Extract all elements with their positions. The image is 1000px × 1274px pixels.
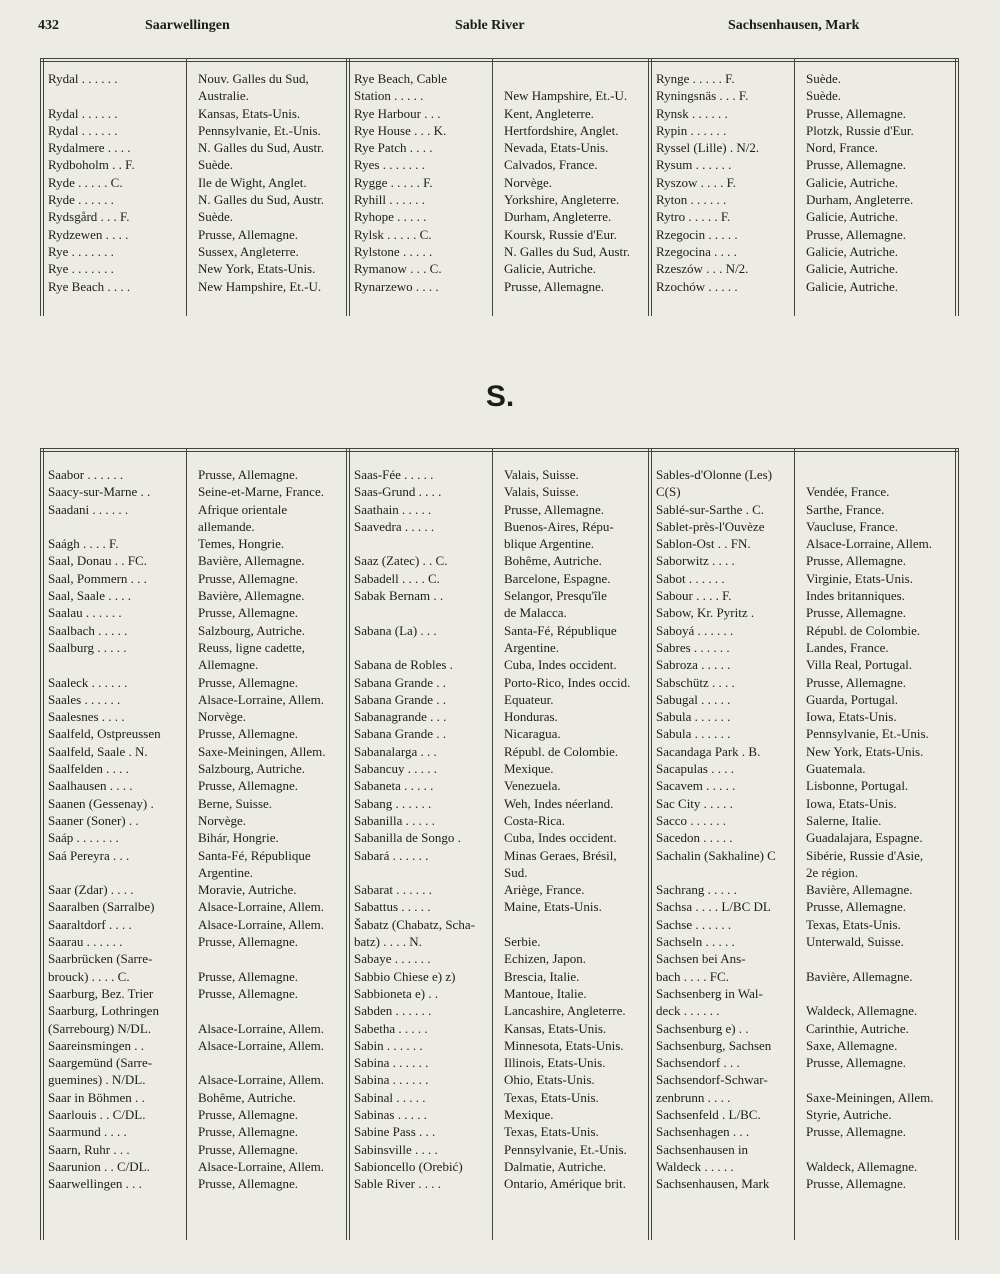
place-name: Sachsendorf . . . (656, 1055, 740, 1071)
place-location: Républ. de Colombie. (806, 622, 921, 638)
place-name: Sabattus . . . . . (354, 899, 431, 915)
place-name: Saas-Fée . . . . . (354, 467, 434, 482)
place-location: Mantoue, Italie. (504, 985, 587, 1001)
place-name: Rygge . . . . . F. (354, 174, 433, 190)
place-location: Virginie, Etats-Unis. (806, 570, 913, 586)
place-location: Salzbourg, Autriche. (198, 761, 305, 777)
place-location: Alsace-Lorraine, Allem. (198, 1020, 324, 1036)
place-location: Prusse, Allemagne. (198, 674, 299, 690)
place-location: Galicie, Autriche. (806, 261, 899, 277)
place-name: Sabow, Kr. Pyritz . (656, 605, 755, 621)
place-name: Saacy-sur-Marne . . (48, 484, 151, 500)
place-name: Saarburg, Bez. Trier (48, 985, 154, 1001)
place-name: Saaz (Zatec) . . C. (354, 553, 448, 569)
place-location: Plotzk, Russie d'Eur. (806, 122, 914, 138)
place-location: Guadalajara, Espagne. (806, 830, 923, 846)
place-location: Suède. (198, 157, 234, 173)
place-name: Sables-d'Olonne (Les) C(S) (656, 467, 773, 500)
place-location: Mexique. (504, 761, 554, 777)
place-location: Prusse, Allemagne. (198, 778, 299, 794)
place-location: Bihár, Hongrie. (198, 830, 279, 846)
place-name: Sabula . . . . . . (656, 726, 731, 742)
place-name: Rye . . . . . . . (48, 243, 114, 259)
main-entries-block (40, 448, 958, 1240)
place-name: Saalbach . . . . . (48, 622, 128, 638)
place-location: Kansas, Etats-Unis. (198, 105, 301, 121)
place-name: Saavedra . . . . . (354, 518, 435, 534)
place-location: Salerne, Italie. (806, 812, 882, 828)
place-location: Temes, Hongrie. (198, 536, 285, 552)
left-guide-word: Saarwellingen (145, 18, 230, 33)
place-name: Sabschütz . . . . (656, 674, 735, 690)
place-name: Ryes . . . . . . . (354, 157, 425, 173)
place-location: Mexique. (504, 1106, 554, 1122)
place-name: Sable River . . . . (354, 1176, 442, 1192)
place-location: Norvège. (198, 709, 247, 725)
place-name: Sabanalarga . . . (354, 743, 437, 759)
place-name: Sabula . . . . . . (656, 709, 731, 725)
place-name: Sacedon . . . . . (656, 830, 733, 846)
place-name: Saar in Böhmen . . (48, 1089, 145, 1105)
place-location: Prusse, Allemagne. (198, 605, 299, 621)
place-location: Prusse, Allemagne. (504, 501, 605, 517)
place-name: Saanen (Gessenay) . (48, 795, 154, 811)
place-location: Villa Real, Portugal. (806, 657, 913, 673)
place-location: Guarda, Portugal. (806, 691, 899, 707)
place-name: Rye Beach, Cable Station . . . . . (354, 71, 447, 104)
place-location: Alsace-Lorraine, Allem. (198, 1037, 324, 1053)
place-location: New Hampshire, Et.-U. (198, 278, 322, 294)
place-name: Saathain . . . . . (354, 501, 432, 517)
place-name: Sabine Pass . . . (354, 1124, 436, 1140)
place-location: Venezuela. (504, 778, 561, 794)
place-location: Prusse, Allemagne. (806, 226, 907, 242)
place-name: Sachrang . . . . . (656, 882, 737, 898)
place-name: Ryningsnäs . . . F. (656, 88, 749, 104)
place-location: N. Galles du Sud, Austr. (198, 140, 325, 156)
place-name: Saá Pereyra . . . (48, 847, 130, 863)
place-location: Galicie, Autriche. (806, 243, 899, 259)
place-name: Rynge . . . . . F. (656, 71, 735, 86)
place-name: Rzegocin . . . . . (656, 226, 738, 242)
place-location: Prusse, Allemagne. (198, 968, 299, 984)
place-name: Ryde . . . . . C. (48, 174, 123, 190)
place-name: Ryde . . . . . . (48, 192, 114, 208)
place-location: Pennsylvanie, Et.-Unis. (806, 726, 929, 742)
place-location: Prusse, Allemagne. (198, 1106, 299, 1122)
place-location: Républ. de Colombie. (504, 743, 619, 759)
place-name: Saaleck . . . . . . (48, 674, 128, 690)
place-name: Saarau . . . . . . (48, 934, 123, 950)
place-location: Dalmatie, Autriche. (504, 1158, 607, 1174)
place-name: Saáp . . . . . . . (48, 830, 119, 846)
place-name: Sachsenberg in Wal- deck . . . . . . (656, 985, 763, 1019)
place-name: Rye Patch . . . . (354, 140, 433, 156)
place-name: Rzochów . . . . . (656, 278, 738, 294)
place-name: Sachsenhagen . . . (656, 1124, 750, 1140)
place-location: Alsace-Lorraine, Allem. (198, 1158, 324, 1174)
place-location: Selangor, Presqu'île de Malacca. (504, 588, 607, 621)
place-location: Prusse, Allemagne. (806, 105, 907, 121)
place-location: Suède. (198, 209, 234, 225)
place-name: Saal, Saale . . . . (48, 588, 132, 604)
place-location: Nord, France. (806, 140, 878, 156)
place-name: Sabinsville . . . . (354, 1141, 438, 1157)
place-location: Prusse, Allemagne. (806, 1124, 907, 1140)
place-name: Rylsk . . . . . C. (354, 226, 432, 242)
place-location: Texas, Etats-Unis. (806, 916, 901, 932)
place-name: Sabana (La) . . . (354, 622, 437, 638)
place-name: Saarburg, Lothringen (Sarrebourg) N/DL. (48, 1003, 159, 1036)
place-location: Afrique orientale allemande. (198, 501, 288, 534)
place-name: Sac City . . . . . (656, 795, 733, 811)
place-location: Koursk, Russie d'Eur. (504, 226, 617, 242)
place-name: Sachsenburg e) . . (656, 1020, 749, 1036)
place-location: Bavière, Allemagne. (806, 968, 913, 984)
place-name: Sabbioneta e) . . (354, 985, 439, 1001)
place-location: Bohême, Autriche. (504, 553, 602, 569)
place-name: Rydal . . . . . . (48, 71, 118, 86)
place-name: Saboyá . . . . . . (656, 622, 734, 638)
place-location: Sarthe, France. (806, 501, 885, 517)
place-name: Sabana Grande . . (354, 691, 447, 707)
place-name: Saarwellingen . . . (48, 1176, 142, 1192)
place-location: Prusse, Allemagne. (504, 278, 605, 294)
place-name: Saalesnes . . . . (48, 709, 125, 725)
place-location: Texas, Etats-Unis. (504, 1089, 599, 1105)
place-name: Sachsenburg, Sachsen (656, 1037, 772, 1053)
place-location: Alsace-Lorraine, Allem. (198, 916, 324, 932)
place-name: Sachsa . . . . L/BC DL (656, 899, 771, 915)
place-name: Sabot . . . . . . (656, 570, 725, 586)
place-location: Kent, Angleterre. (504, 105, 594, 121)
place-location: Valais, Suisse. (504, 467, 579, 482)
place-location: Prusse, Allemagne. (198, 1124, 299, 1140)
place-name: Sabanagrande . . . (354, 709, 447, 725)
place-location: Saxe-Meiningen, Allem. (198, 743, 326, 759)
place-location: Alsace-Lorraine, Allem. (198, 691, 324, 707)
place-location: Cuba, Indes occident. (504, 830, 617, 846)
place-name: Sabetha . . . . . (354, 1020, 428, 1036)
place-location: Hertfordshire, Anglet. (504, 122, 619, 138)
place-location: Nevada, Etats-Unis. (504, 140, 609, 156)
place-location: Prusse, Allemagne. (198, 570, 299, 586)
place-location: Prusse, Allemagne. (198, 467, 299, 482)
place-name: Saágh . . . . F. (48, 536, 119, 552)
place-name: Sabarat . . . . . . (354, 882, 432, 898)
place-location: Prusse, Allemagne. (806, 674, 907, 690)
place-location: Saxe-Meiningen, Allem. (806, 1089, 934, 1105)
place-name: Ryton . . . . . . (656, 192, 727, 208)
place-location: Alsace-Lorraine, Allem. (198, 1072, 324, 1088)
place-name: Saalfeld, Ostpreussen (48, 726, 161, 742)
place-location: Costa-Rica. (504, 812, 566, 828)
place-location: Prusse, Allemagne. (198, 226, 299, 242)
place-name: Sabres . . . . . . (656, 639, 730, 655)
place-location: Seine-et-Marne, France. (198, 484, 324, 500)
place-location: Prusse, Allemagne. (806, 1176, 907, 1192)
place-name: Saalhausen . . . . (48, 778, 133, 794)
place-location: Ohio, Etats-Unis. (504, 1072, 595, 1088)
place-name: Sabancuy . . . . . (354, 761, 438, 777)
place-name: Rzeszów . . . N/2. (656, 261, 749, 277)
top-entries-block (40, 58, 958, 316)
place-name: Rye Beach . . . . (48, 278, 131, 294)
place-location: Styrie, Autriche. (806, 1106, 892, 1122)
place-location: Vaucluse, France. (806, 518, 899, 534)
place-name: Saaner (Soner) . . (48, 812, 139, 828)
place-name: Sabana de Robles . (354, 657, 453, 673)
place-location: New York, Etats-Unis. (806, 743, 924, 759)
place-name: Sabour . . . . F. (656, 588, 732, 604)
place-location: Nouv. Galles du Sud, Australie. (198, 71, 309, 104)
place-name: Rye House . . . K. (354, 122, 447, 138)
place-location: Honduras. (504, 709, 558, 725)
place-location: Moravie, Autriche. (198, 882, 297, 898)
place-location: Lancashire, Angleterre. (504, 1003, 626, 1019)
place-name: Sacavem . . . . . (656, 778, 736, 794)
place-location: Maine, Etats-Unis. (504, 899, 602, 915)
place-location: Echizen, Japon. (504, 951, 586, 967)
place-location: Saxe, Allemagne. (806, 1037, 898, 1053)
place-location: Guatemala. (806, 761, 866, 777)
place-location: Cuba, Indes occident. (504, 657, 617, 673)
place-location: Lisbonne, Portugal. (806, 778, 909, 794)
place-name: Sabanilla . . . . . (354, 812, 435, 828)
place-name: Rydal . . . . . . (48, 105, 118, 121)
place-name: Saalfeld, Saale . N. (48, 743, 148, 759)
place-location: Vendée, France. (806, 484, 890, 500)
place-location: New York, Etats-Unis. (198, 261, 316, 277)
place-location: Ontario, Amérique brit. (504, 1176, 627, 1192)
place-name: Sabaye . . . . . . (354, 951, 431, 967)
place-location: Prusse, Allemagne. (806, 605, 907, 621)
place-location: Santa-Fé, République Argentine. (504, 622, 617, 655)
place-name: Sachsen bei Ans- bach . . . . FC. (656, 951, 746, 984)
place-name: Sablé-sur-Sarthe . C. (656, 501, 765, 517)
place-name: Saabor . . . . . . (48, 467, 124, 482)
place-name: Rylstone . . . . . (354, 243, 433, 259)
place-name: Rynarzewo . . . . (354, 278, 439, 294)
place-location: Illinois, Etats-Unis. (504, 1055, 606, 1071)
place-name: Sabak Bernam . . (354, 588, 444, 604)
place-location: Prusse, Allemagne. (806, 157, 907, 173)
place-location: Bavière, Allemagne. (198, 588, 305, 604)
place-location: Iowa, Etats-Unis. (806, 709, 897, 725)
right-guide-word: Sachsenhausen, Mark (728, 18, 860, 33)
place-name: Sabina . . . . . . (354, 1055, 429, 1071)
place-location: Galicie, Autriche. (806, 278, 899, 294)
place-location: Yorkshire, Angleterre. (504, 192, 620, 208)
place-name: Saalfelden . . . . (48, 761, 129, 777)
place-name: Saarbrücken (Sarre- brouck) . . . . C. (48, 951, 153, 984)
place-location: Prusse, Allemagne. (806, 899, 907, 915)
place-name: Sablon-Ost . . FN. (656, 536, 751, 552)
place-location: Landes, France. (806, 639, 889, 655)
place-location: Bohême, Autriche. (198, 1089, 296, 1105)
place-name: Sabinas . . . . . (354, 1106, 427, 1122)
center-guide-word: Sable River (455, 18, 525, 33)
place-name: Saalburg . . . . . (48, 639, 127, 655)
place-location: Prusse, Allemagne. (198, 985, 299, 1001)
place-name: Rydzewen . . . . (48, 226, 129, 242)
place-location: Durham, Angleterre. (806, 192, 914, 208)
place-location: Carinthie, Autriche. (806, 1020, 909, 1036)
place-location: Texas, Etats-Unis. (504, 1124, 599, 1140)
place-location: N. Galles du Sud, Austr. (198, 192, 325, 208)
place-name: Šabatz (Chabatz, Scha- batz) . . . . N. (354, 916, 475, 950)
place-location: Galicie, Autriche. (806, 174, 899, 190)
place-name: Sabana Grande . . (354, 726, 447, 742)
place-name: Rydal . . . . . . (48, 122, 118, 138)
place-name: Saareinsmingen . . (48, 1037, 145, 1053)
place-name: Saales . . . . . . (48, 691, 121, 707)
place-location: Unterwald, Suisse. (806, 934, 904, 950)
place-name: Sabadell . . . . C. (354, 570, 440, 586)
place-name: Sachsendorf-Schwar- zenbrunn . . . . (656, 1072, 768, 1105)
place-location: Galicie, Autriche. (806, 209, 899, 225)
place-location: Nicaragua. (504, 726, 561, 742)
place-name: Rynsk . . . . . . (656, 105, 728, 121)
place-location: Bavière, Allemagne. (198, 553, 305, 569)
place-location: Equateur. (504, 691, 554, 707)
place-name: Sabbio Chiese e) z) (354, 968, 456, 984)
place-location: Valais, Suisse. (504, 484, 579, 500)
place-name: Ryszow . . . . F. (656, 174, 737, 190)
place-location: Barcelone, Espagne. (504, 570, 611, 586)
place-name: Saal, Pommern . . . (48, 570, 147, 586)
place-location: Prusse, Allemagne. (198, 934, 299, 950)
place-name: Saarlouis . . C/DL. (48, 1106, 146, 1122)
place-location: Norvège. (198, 812, 247, 828)
place-name: Saar (Zdar) . . . . (48, 882, 134, 898)
place-name: Sabinal . . . . . (354, 1089, 426, 1105)
place-name: Sachsenhausen, Mark (656, 1176, 770, 1192)
place-location: Galicie, Autriche. (504, 261, 597, 277)
place-location: Berne, Suisse. (198, 795, 273, 811)
place-name: Sabden . . . . . . (354, 1003, 432, 1019)
place-location: Norvège. (504, 174, 553, 190)
place-name: Rypin . . . . . . (656, 122, 727, 138)
place-location: New Hampshire, Et.-U. (504, 88, 628, 104)
place-name: Ryhope . . . . . (354, 209, 427, 225)
place-location: Santa-Fé, République Argentine. (198, 847, 311, 880)
place-name: Rymanow . . . C. (354, 261, 442, 277)
place-name: Sabang . . . . . . (354, 795, 432, 811)
place-name: Sachsenhausen in Waldeck . . . . . (656, 1141, 749, 1174)
place-location: Bavière, Allemagne. (806, 882, 913, 898)
place-location: Prusse, Allemagne. (806, 1055, 907, 1071)
place-location: Prusse, Allemagne. (198, 1141, 299, 1157)
place-location: Waldeck, Allemagne. (806, 1003, 918, 1019)
place-name: Saarunion . . C/DL. (48, 1158, 150, 1174)
place-location: Kansas, Etats-Unis. (504, 1020, 607, 1036)
place-name: Sabanilla de Songo . (354, 830, 461, 846)
place-location: Prusse, Allemagne. (806, 553, 907, 569)
place-location: Pennsylvanie, Et.-Unis. (504, 1141, 627, 1157)
place-location: Indes britanniques. (806, 588, 905, 604)
place-name: Sabioncello (Orebić) (354, 1158, 463, 1174)
place-name: Saargemünd (Sarre- guemines) . N/DL. (48, 1055, 153, 1088)
place-location: Suède. (806, 71, 842, 86)
place-name: Saaralben (Sarralbe) (48, 899, 155, 915)
page-number: 432 (38, 18, 59, 33)
place-name: Saadani . . . . . . (48, 501, 129, 517)
place-name: Rysum . . . . . . (656, 157, 732, 173)
place-name: Rydalmere . . . . (48, 140, 131, 156)
place-location: Iowa, Etats-Unis. (806, 795, 897, 811)
place-location: Weh, Indes néerland. (504, 795, 614, 811)
place-name: Saborwitz . . . . (656, 553, 735, 569)
place-location: Prusse, Allemagne. (198, 726, 299, 742)
place-name: Sachse . . . . . . (656, 916, 732, 932)
place-name: Sabugal . . . . . (656, 691, 731, 707)
place-location: Alsace-Lorraine, Allem. (806, 536, 932, 552)
place-name: Rytro . . . . . F. (656, 209, 731, 225)
place-name: Rye Harbour . . . (354, 105, 441, 121)
place-name: Saalau . . . . . . (48, 605, 122, 621)
place-location: N. Galles du Sud, Austr. (504, 243, 631, 259)
place-name: Saarn, Ruhr . . . (48, 1141, 130, 1157)
place-location: Suède. (806, 88, 842, 104)
place-name: Saas-Grund . . . . (354, 484, 442, 500)
place-location: Salzbourg, Autriche. (198, 622, 305, 638)
place-name: Sablet-près-l'Ouvèze (656, 518, 765, 534)
place-name: Rydboholm . . F. (48, 157, 135, 173)
place-name: Saaraltdorf . . . . (48, 916, 132, 932)
place-location: Waldeck, Allemagne. (806, 1158, 918, 1174)
place-name: Sacandaga Park . B. (656, 743, 761, 759)
place-name: Sabana Grande . . (354, 674, 447, 690)
place-name: Ryssel (Lille) . N/2. (656, 140, 760, 156)
place-location: Sussex, Angleterre. (198, 243, 299, 259)
place-name: Sabará . . . . . . (354, 847, 429, 863)
place-name: Sachalin (Sakhaline) C (656, 847, 776, 863)
place-location: Alsace-Lorraine, Allem. (198, 899, 324, 915)
place-location: Buenos-Aires, Répu- blique Argentine. (504, 518, 614, 552)
place-location: Reuss, ligne cadette, Allemagne. (198, 639, 305, 673)
place-name: Saal, Donau . . FC. (48, 553, 147, 569)
place-name: Sabina . . . . . . (354, 1072, 429, 1088)
place-location: Porto-Rico, Indes occid. (504, 674, 631, 690)
place-name: Sachseln . . . . . (656, 934, 735, 950)
place-location: Durham, Angleterre. (504, 209, 612, 225)
place-location: Pennsylvanie, Et.-Unis. (198, 122, 321, 138)
place-name: Sacapulas . . . . (656, 761, 734, 777)
place-name: Sacco . . . . . . (656, 812, 727, 828)
place-location: Minas Geraes, Brésil, Sud. (504, 847, 617, 880)
place-name: Saarmund . . . . (48, 1124, 127, 1140)
place-name: Rzegocina . . . . (656, 243, 737, 259)
place-location: Calvados, France. (504, 157, 598, 173)
place-name: Ryhill . . . . . . (354, 192, 425, 208)
section-letter: S. (485, 380, 515, 413)
place-location: Minnesota, Etats-Unis. (504, 1037, 624, 1053)
place-name: Rye . . . . . . . (48, 261, 114, 277)
place-location: Brescia, Italie. (504, 968, 580, 984)
place-name: Sabaneta . . . . . (354, 778, 434, 794)
place-name: Sabin . . . . . . (354, 1037, 423, 1053)
place-name: Sachsenfeld . L/BC. (656, 1106, 761, 1122)
place-name: Sabroza . . . . . (656, 657, 731, 673)
place-location: Ariège, France. (504, 882, 585, 898)
place-location: Serbie. (504, 934, 541, 950)
place-location: Sibérie, Russie d'Asie, 2e région. (806, 847, 924, 880)
place-name: Rydsgård . . . F. (48, 209, 130, 225)
place-location: Prusse, Allemagne. (198, 1176, 299, 1192)
place-location: Ile de Wight, Anglet. (198, 174, 307, 190)
